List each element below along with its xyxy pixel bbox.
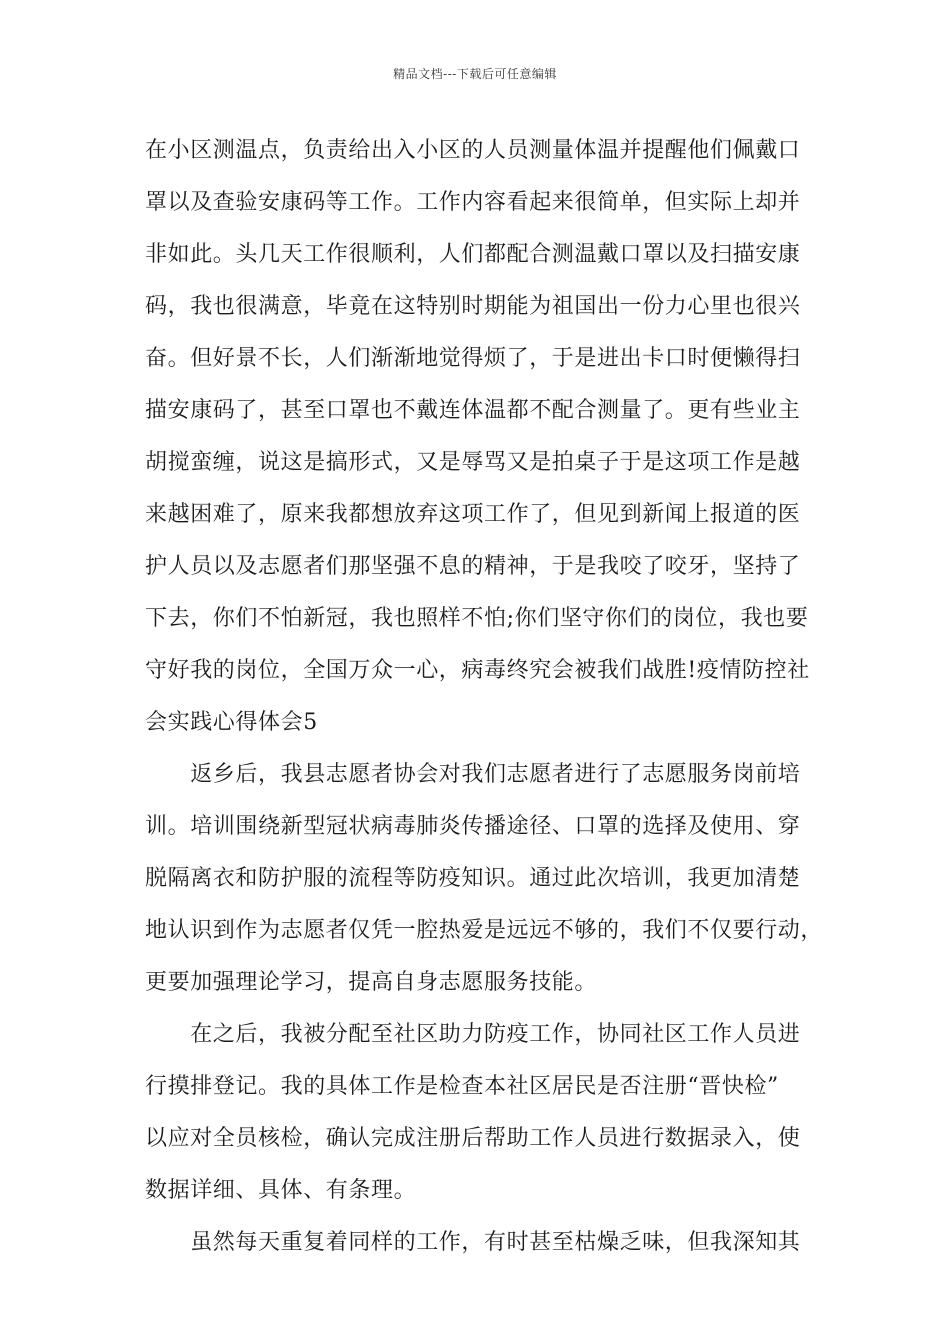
page-header: 精品文档---下载后可任意编辑 — [393, 67, 557, 81]
body-text — [145, 132, 825, 1276]
text-line: 来越困难了，原来我都想放弃这项工作了，但见到新闻上报道的医 — [145, 502, 801, 527]
text-line: 脱隔离衣和防护服的流程等防疫知识。通过此次培训，我更加清楚 — [145, 866, 801, 891]
text-line: 护人员以及志愿者们那坚强不息的精神，于是我咬了咬牙，坚持了 — [145, 554, 801, 579]
text-line: 训。培训围绕新型冠状病毒肺炎传播途径、口罩的选择及使用、穿 — [145, 814, 801, 839]
text-line: 返乡后，我县志愿者协会对我们志愿者进行了志愿服务岗前培 — [145, 762, 801, 787]
text-line: 在小区测温点，负责给出入小区的人员测量体温并提醒他们佩戴口 — [145, 138, 801, 163]
text-line: 罩以及查验安康码等工作。工作内容看起来很简单，但实际上却并 — [145, 190, 801, 215]
text-line: 胡搅蛮缠，说这是搞形式，又是辱骂又是拍桌子于是这项工作是越 — [145, 450, 801, 475]
text-line: 描安康码了，甚至口罩也不戴连体温都不配合测量了。更有些业主 — [145, 398, 801, 423]
text-line: 会实践心得体会5 — [145, 710, 318, 735]
text-line: 地认识到作为志愿者仅凭一腔热爱是远远不够的，我们不仅要行动， — [145, 918, 824, 943]
text-line: 下去，你们不怕新冠，我也照样不怕;你们坚守你们的岗位，我也要 — [145, 606, 809, 631]
text-line: 在之后，我被分配至社区助力防疫工作，协同社区工作人员进 — [145, 1022, 801, 1047]
text-line: 以应对全员核检，确认完成注册后帮助工作人员进行数据录入，使 — [145, 1126, 801, 1151]
text-line: 码，我也很满意，毕竟在这特别时期能为祖国出一份力心里也很兴 — [145, 294, 801, 319]
text-line: 守好我的岗位，全国万众一心，病毒终究会被我们战胜!疫情防控社 — [145, 658, 810, 683]
text-line: 非如此。头几天工作很顺利，人们都配合测温戴口罩以及扫描安康 — [145, 242, 801, 267]
text-line: 更要加强理论学习，提高自身志愿服务技能。 — [145, 970, 598, 995]
text-line: 数据详细、具体、有条理。 — [145, 1178, 417, 1203]
text-line: 行摸排登记。我的具体工作是检查本社区居民是否注册“晋快检” — [145, 1074, 779, 1099]
text-line: 虽然每天重复着同样的工作，有时甚至枯燥乏味，但我深知其 — [145, 1230, 801, 1255]
text-line: 奋。但好景不长，人们渐渐地觉得烦了，于是进出卡口时便懒得扫 — [145, 346, 801, 371]
